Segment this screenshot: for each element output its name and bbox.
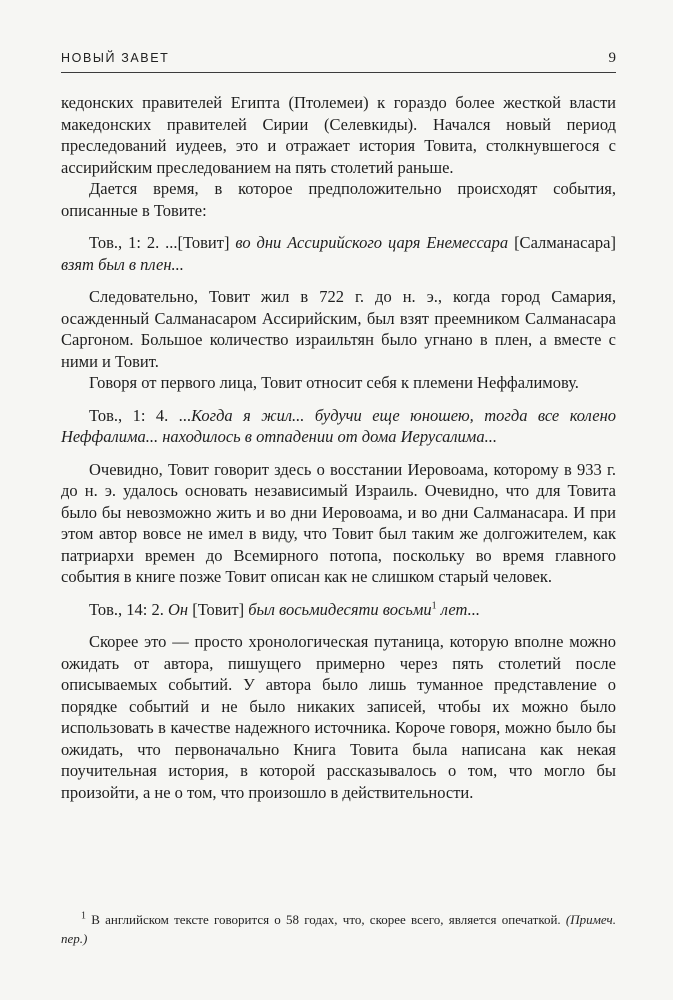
footnote-marker: 1 bbox=[81, 910, 86, 922]
page-number: 9 bbox=[608, 50, 616, 66]
footnote-marker: 1 bbox=[431, 600, 437, 611]
body-paragraph bbox=[61, 92, 616, 178]
text-run: (Примеч. пер.) bbox=[61, 912, 616, 946]
text-run: взят был в плен... bbox=[61, 254, 184, 274]
text-run: В английском тексте говорится о 58 годах, что, скорее всего, является опечаткой. bbox=[86, 912, 566, 927]
scripture-quote bbox=[61, 599, 616, 621]
footnote bbox=[61, 910, 616, 948]
text-run: [Товит] bbox=[192, 599, 249, 619]
scripture-quote bbox=[61, 232, 616, 275]
text-run: Тов., 1: 2. ...[Товит] bbox=[89, 233, 236, 252]
footnote-section bbox=[61, 910, 616, 948]
text-run: лет... bbox=[436, 599, 480, 619]
running-title: НОВЫЙ ЗАВЕТ bbox=[61, 51, 170, 65]
text-run: [Салманасара] bbox=[514, 233, 616, 252]
scripture-quote bbox=[61, 405, 616, 448]
text-run: был восьмидесяти восьми bbox=[248, 599, 432, 619]
body-paragraph bbox=[61, 372, 616, 394]
header-rule bbox=[61, 72, 616, 73]
text-run: Тов., 14: 2. bbox=[89, 599, 168, 619]
text-run: Тов., 1: 4. ... bbox=[89, 405, 192, 425]
body-paragraph bbox=[61, 286, 616, 372]
text-run: Скорее это — просто хронологическая путаница, которую вполне можно ожидать от автора, пишущего примерно через пять столетий после описываемых событий. У автора было лишь туманное представление о порядке событий и не было никаких записей, чтобы их можно было использовать в качестве надежного источника. Короче говоря, можно было бы ожидать, что первоначально Книга Товита была написана как некая поучительная история, в которой рассказывалось о том, что могло бы произойти, а не о том, что произошло в действительности. bbox=[61, 632, 616, 802]
text-run: Говоря от первого лица, Товит относит себя к племени Неффалимову. bbox=[89, 373, 579, 392]
text-run: Следовательно, Товит жил в 722 г. до н. э., когда город Самария, осажденный Салманасаром Ассирийским, был взят преемником Салманасара Саргоном. Большое количество израильтян было угнано в плен, а вместе с ними и Товит. bbox=[61, 287, 616, 371]
text-run: Очевидно, Товит говорит здесь о восстании Иеровоама, которому в 933 г. до н. э. удалось основать независимый Израиль. Очевидно, что для Товита было бы невозможно жить и во дни Иеровоама, и во дни Салманасара. И при этом автор вовсе не имел в виду, что Товит был таким же долгожителем, как патриархи времен до Всемирного потопа, поскольку во время главного события в книге позже Товит описан как не слишком старый человек. bbox=[61, 459, 616, 586]
text-run: Дается время, в которое предположительно происходят события, описанные в Товите: bbox=[61, 179, 616, 220]
page-header bbox=[61, 50, 616, 67]
page-body bbox=[61, 92, 616, 803]
body-paragraph bbox=[61, 178, 616, 221]
text-run: во дни Ассирийского царя Енемессара bbox=[235, 233, 515, 252]
body-paragraph bbox=[61, 459, 616, 588]
text-run: кедонских правителей Египта (Птолемеи) к гораздо более жесткой власти македонских правителей Сирии (Селевкиды). Начался новый период преследований иудеев, это и отражает история Товита, столкнувшегося с ассирийским преследованием на пять столетий раньше. bbox=[61, 93, 616, 177]
text-run: Он bbox=[167, 599, 193, 619]
body-paragraph bbox=[61, 631, 616, 803]
text-run: Когда я жил... будучи еще юношею, тогда все колено Неффалима... находилось в отпадении от дома Иерусалима... bbox=[61, 405, 616, 446]
